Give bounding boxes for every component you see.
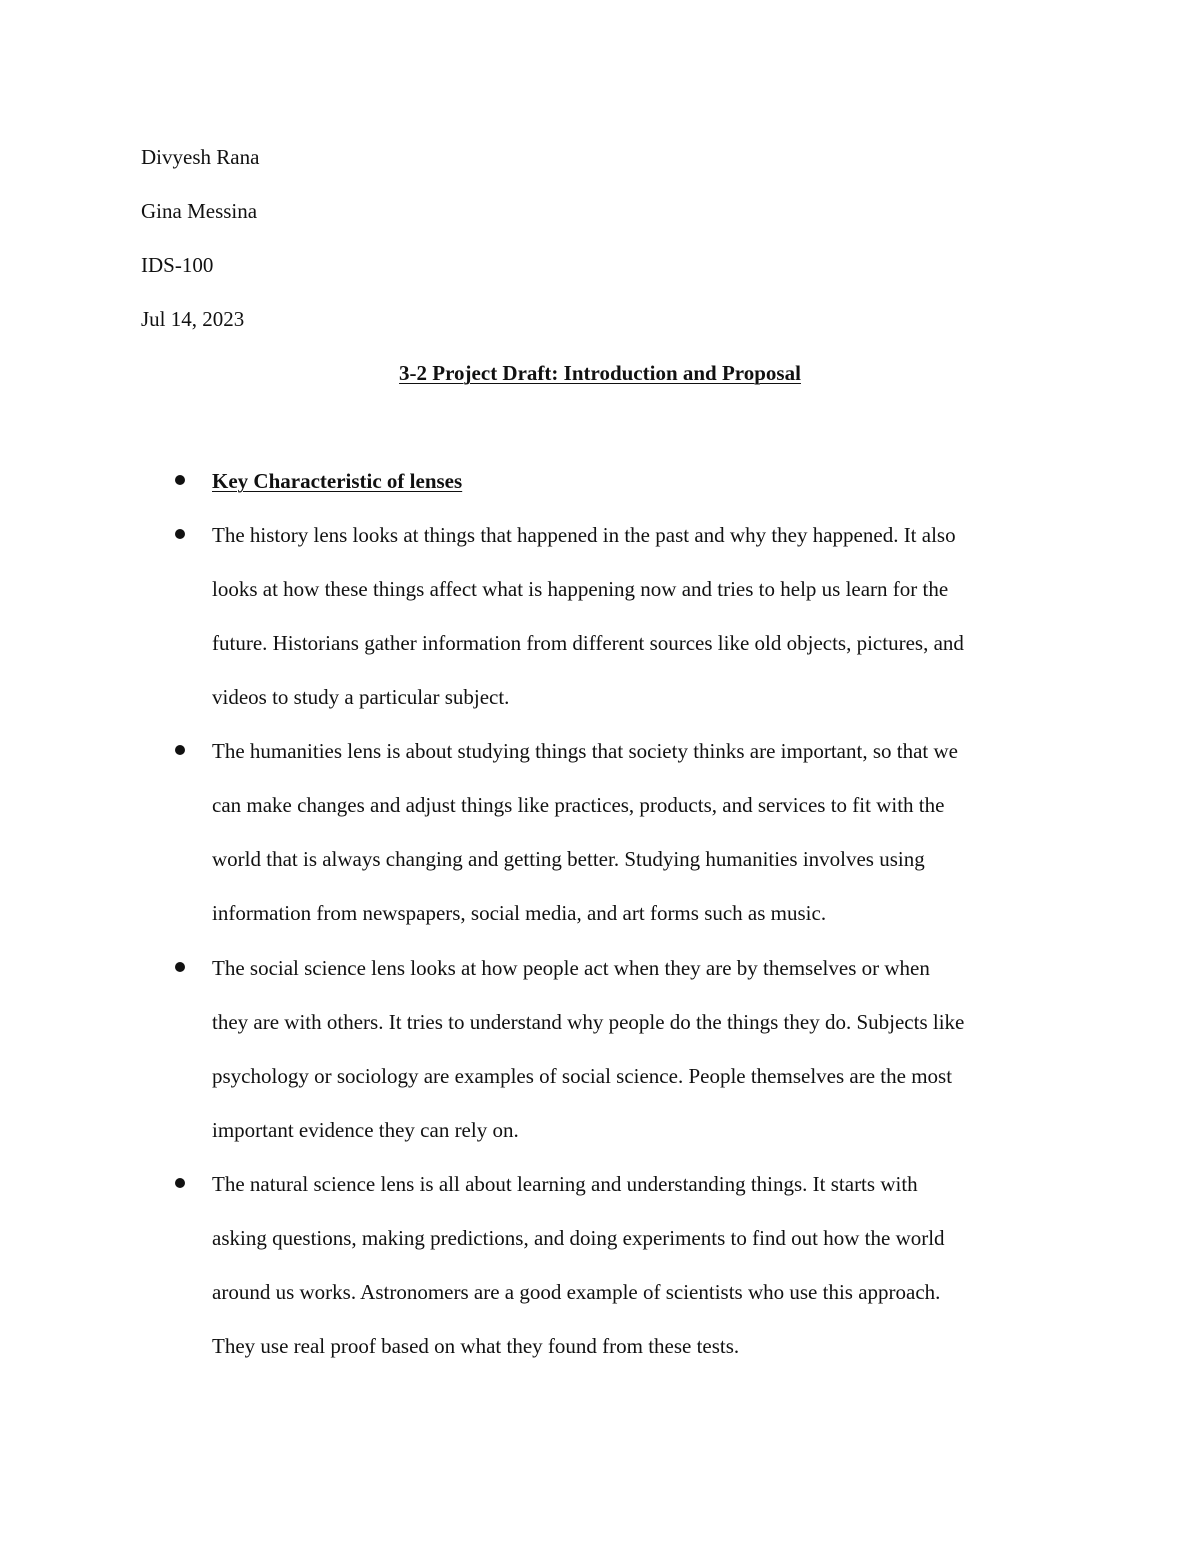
list-item-humanities-line: can make changes and adjust things like practices, products, and services to fit with the <box>212 793 945 817</box>
bullet-icon <box>175 1178 185 1188</box>
list-item-history-line: future. Historians gather information from different sources like old objects, pictures, and <box>212 631 964 655</box>
list-item-social-science-line: The social science lens looks at how people act when they are by themselves or when <box>212 956 930 980</box>
list-item-humanities-line: world that is always changing and getting better. Studying humanities involves using <box>212 847 925 871</box>
list-item-social-science-line: they are with others. It tries to understand why people do the things they do. Subjects like <box>212 1010 965 1034</box>
bullet-icon <box>175 475 185 485</box>
list-item-natural-science-line: The natural science lens is all about learning and understanding things. It starts with <box>212 1172 918 1196</box>
list-item-history-line: The history lens looks at things that happened in the past and why they happened. It also <box>212 523 956 547</box>
bullet-icon <box>175 745 185 755</box>
document-date: Jul 14, 2023 <box>141 307 245 331</box>
list-item-natural-science-line: asking questions, making predictions, and doing experiments to find out how the world <box>212 1226 945 1250</box>
list-heading: Key Characteristic of lenses <box>212 469 463 493</box>
bullet-icon <box>175 529 185 539</box>
list-item-social-science-line: psychology or sociology are examples of social science. People themselves are the most <box>212 1064 953 1088</box>
list-item-history-line: looks at how these things affect what is happening now and tries to help us learn for the <box>212 577 949 601</box>
list-item-humanities-line: The humanities lens is about studying things that society thinks are important, so that we <box>212 739 958 763</box>
course-code: IDS-100 <box>141 253 214 277</box>
author-name: Divyesh Rana <box>141 145 260 169</box>
list-item-natural-science-line: They use real proof based on what they found from these tests. <box>212 1334 740 1358</box>
instructor-name: Gina Messina <box>141 199 258 223</box>
list-item-history-line: videos to study a particular subject. <box>212 685 510 709</box>
list-item-humanities-line: information from newspapers, social media, and art forms such as music. <box>212 901 827 925</box>
bullet-icon <box>175 962 185 972</box>
page-title: 3-2 Project Draft: Introduction and Proposal <box>399 361 801 385</box>
list-item-natural-science-line: around us works. Astronomers are a good example of scientists who use this approach. <box>212 1280 941 1304</box>
list-item-social-science-line: important evidence they can rely on. <box>212 1118 519 1142</box>
